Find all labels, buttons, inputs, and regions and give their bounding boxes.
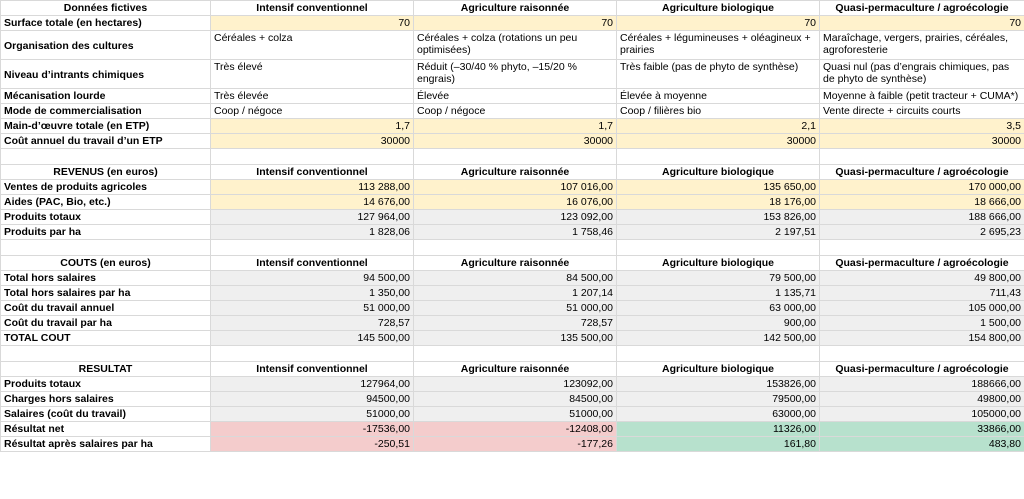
value-cell[interactable]: 11326,00	[617, 422, 820, 437]
value-cell[interactable]: -17536,00	[211, 422, 414, 437]
value-cell[interactable]: Réduit (–30/40 % phyto, –15/20 % engrais)	[414, 60, 617, 89]
table-row	[1, 407, 1024, 422]
value-cell[interactable]: 30000	[617, 134, 820, 149]
section-title-cell[interactable]: COUTS (en euros)	[1, 256, 211, 271]
value-cell[interactable]: 161,80	[617, 437, 820, 452]
value-cell[interactable]: 145 500,00	[211, 331, 414, 346]
table-row	[1, 316, 1024, 331]
value-cell[interactable]: Coop / négoce	[211, 104, 414, 119]
value-cell[interactable]: 70	[820, 16, 1024, 31]
row-label-cell[interactable]: Produits par ha	[1, 225, 211, 240]
value-cell[interactable]: 154 800,00	[820, 331, 1024, 346]
value-cell[interactable]: 51 000,00	[211, 301, 414, 316]
value-cell[interactable]: 84 500,00	[414, 271, 617, 286]
value-cell[interactable]: Coop / filières bio	[617, 104, 820, 119]
column-header-cell[interactable]: Agriculture raisonnée	[414, 165, 617, 180]
empty-cell[interactable]	[211, 346, 414, 362]
value-cell[interactable]: Céréales + légumineuses + oléagineux + prairies	[617, 31, 820, 60]
value-cell[interactable]: 188 666,00	[820, 210, 1024, 225]
value-cell[interactable]: Très élevée	[211, 89, 414, 104]
table-row	[1, 180, 1024, 195]
value-cell[interactable]: 33866,00	[820, 422, 1024, 437]
row-label-cell[interactable]: Ventes de produits agricoles	[1, 180, 211, 195]
value-cell[interactable]: 123 092,00	[414, 210, 617, 225]
value-cell[interactable]: Maraîchage, vergers, prairies, céréales, agroforesterie	[820, 31, 1024, 60]
value-cell[interactable]: 70	[211, 16, 414, 31]
section-title-cell[interactable]: Données fictives	[1, 1, 211, 16]
value-cell[interactable]: 170 000,00	[820, 180, 1024, 195]
value-cell[interactable]: 1 207,14	[414, 286, 617, 301]
section-header-row	[1, 165, 1024, 180]
value-cell[interactable]: 135 500,00	[414, 331, 617, 346]
section-title-cell[interactable]: RESULTAT	[1, 362, 211, 377]
value-cell[interactable]: 63 000,00	[617, 301, 820, 316]
empty-cell[interactable]	[617, 346, 820, 362]
value-cell[interactable]: Vente directe + circuits courts	[820, 104, 1024, 119]
table-row	[1, 331, 1024, 346]
row-label-cell[interactable]: Surface totale (en hectares)	[1, 16, 211, 31]
row-label-cell[interactable]: Produits totaux	[1, 377, 211, 392]
value-cell[interactable]: 79 500,00	[617, 271, 820, 286]
table-row	[1, 210, 1024, 225]
value-cell[interactable]: 18 176,00	[617, 195, 820, 210]
value-cell[interactable]: 1 758,46	[414, 225, 617, 240]
value-cell[interactable]: 49 800,00	[820, 271, 1024, 286]
value-cell[interactable]: 728,57	[414, 316, 617, 331]
empty-cell[interactable]	[1, 149, 211, 165]
value-cell[interactable]: Élevée	[414, 89, 617, 104]
value-cell[interactable]: 94500,00	[211, 392, 414, 407]
value-cell[interactable]: 1 135,71	[617, 286, 820, 301]
section-header-row	[1, 1, 1024, 16]
value-cell[interactable]: Céréales + colza (rotations un peu optimisées)	[414, 31, 617, 60]
table-row	[1, 60, 1024, 89]
table-row	[1, 225, 1024, 240]
empty-cell[interactable]	[414, 240, 617, 256]
value-cell[interactable]: 113 288,00	[211, 180, 414, 195]
column-header-cell[interactable]: Agriculture raisonnée	[414, 362, 617, 377]
value-cell[interactable]: -177,26	[414, 437, 617, 452]
row-label-cell[interactable]: Résultat net	[1, 422, 211, 437]
value-cell[interactable]: 2 197,51	[617, 225, 820, 240]
empty-cell[interactable]	[820, 149, 1024, 165]
row-label-cell[interactable]: Produits totaux	[1, 210, 211, 225]
value-cell[interactable]: 16 076,00	[414, 195, 617, 210]
value-cell[interactable]: 84500,00	[414, 392, 617, 407]
value-cell[interactable]: 14 676,00	[211, 195, 414, 210]
value-cell[interactable]: 30000	[211, 134, 414, 149]
section-title-cell[interactable]: REVENUS (en euros)	[1, 165, 211, 180]
column-header-cell[interactable]: Quasi-permaculture / agroécologie	[820, 256, 1024, 271]
value-cell[interactable]: 123092,00	[414, 377, 617, 392]
row-label-cell[interactable]: Total hors salaires par ha	[1, 286, 211, 301]
value-cell[interactable]: 105 000,00	[820, 301, 1024, 316]
value-cell[interactable]: 188666,00	[820, 377, 1024, 392]
value-cell[interactable]: 51000,00	[211, 407, 414, 422]
value-cell[interactable]: 94 500,00	[211, 271, 414, 286]
column-header-cell[interactable]: Intensif conventionnel	[211, 165, 414, 180]
spacer-row	[1, 346, 1024, 362]
table-row	[1, 104, 1024, 119]
value-cell[interactable]: 79500,00	[617, 392, 820, 407]
table-row	[1, 16, 1024, 31]
empty-cell[interactable]	[1, 346, 211, 362]
value-cell[interactable]: 1,7	[414, 119, 617, 134]
empty-cell[interactable]	[211, 149, 414, 165]
value-cell[interactable]: Quasi nul (pas d’engrais chimiques, pas de phyto de synthèse)	[820, 60, 1024, 89]
row-label-cell[interactable]: Coût du travail annuel	[1, 301, 211, 316]
spacer-row	[1, 149, 1024, 165]
value-cell[interactable]: 483,80	[820, 437, 1024, 452]
value-cell[interactable]: 900,00	[617, 316, 820, 331]
column-header-cell[interactable]: Agriculture raisonnée	[414, 256, 617, 271]
value-cell[interactable]: 51 000,00	[414, 301, 617, 316]
value-cell[interactable]: 1,7	[211, 119, 414, 134]
table-row	[1, 392, 1024, 407]
spacer-row	[1, 240, 1024, 256]
value-cell[interactable]: 105000,00	[820, 407, 1024, 422]
value-cell[interactable]: 30000	[820, 134, 1024, 149]
column-header-cell[interactable]: Agriculture raisonnée	[414, 1, 617, 16]
value-cell[interactable]: 2,1	[617, 119, 820, 134]
value-cell[interactable]: 135 650,00	[617, 180, 820, 195]
row-label-cell[interactable]: Mode de commercialisation	[1, 104, 211, 119]
row-label-cell[interactable]: Salaires (coût du travail)	[1, 407, 211, 422]
section-header-row	[1, 256, 1024, 271]
empty-cell[interactable]	[617, 240, 820, 256]
value-cell[interactable]: 70	[414, 16, 617, 31]
value-cell[interactable]: 30000	[414, 134, 617, 149]
value-cell[interactable]: 1 500,00	[820, 316, 1024, 331]
value-cell[interactable]: 142 500,00	[617, 331, 820, 346]
table-row	[1, 31, 1024, 60]
row-label-cell[interactable]: Coût annuel du travail d’un ETP	[1, 134, 211, 149]
column-header-cell[interactable]: Intensif conventionnel	[211, 256, 414, 271]
row-label-cell[interactable]: Total hors salaires	[1, 271, 211, 286]
value-cell[interactable]: Très faible (pas de phyto de synthèse)	[617, 60, 820, 89]
value-cell[interactable]: 1 828,06	[211, 225, 414, 240]
column-header-cell[interactable]: Quasi-permaculture / agroécologie	[820, 362, 1024, 377]
table-row	[1, 301, 1024, 316]
value-cell[interactable]: 49800,00	[820, 392, 1024, 407]
row-label-cell[interactable]: Niveau d’intrants chimiques	[1, 60, 211, 89]
empty-cell[interactable]	[414, 346, 617, 362]
row-label-cell[interactable]: Charges hors salaires	[1, 392, 211, 407]
value-cell[interactable]: 3,5	[820, 119, 1024, 134]
row-label-cell[interactable]: Main-d’œuvre totale (en ETP)	[1, 119, 211, 134]
column-header-cell[interactable]: Agriculture biologique	[617, 165, 820, 180]
value-cell[interactable]: -12408,00	[414, 422, 617, 437]
value-cell[interactable]: 18 666,00	[820, 195, 1024, 210]
value-cell[interactable]: Céréales + colza	[211, 31, 414, 60]
table-row	[1, 119, 1024, 134]
row-label-cell[interactable]: Mécanisation lourde	[1, 89, 211, 104]
value-cell[interactable]: 2 695,23	[820, 225, 1024, 240]
section-header-row	[1, 362, 1024, 377]
value-cell[interactable]: Élevée à moyenne	[617, 89, 820, 104]
value-cell[interactable]: 153 826,00	[617, 210, 820, 225]
empty-cell[interactable]	[820, 346, 1024, 362]
table-row	[1, 422, 1024, 437]
column-header-cell[interactable]: Intensif conventionnel	[211, 362, 414, 377]
column-header-cell[interactable]: Quasi-permaculture / agroécologie	[820, 1, 1024, 16]
value-cell[interactable]: -250,51	[211, 437, 414, 452]
column-header-cell[interactable]: Intensif conventionnel	[211, 1, 414, 16]
value-cell[interactable]: 127 964,00	[211, 210, 414, 225]
empty-cell[interactable]	[414, 149, 617, 165]
table-row	[1, 437, 1024, 452]
empty-cell[interactable]	[820, 240, 1024, 256]
column-header-cell[interactable]: Agriculture biologique	[617, 362, 820, 377]
value-cell[interactable]: 1 350,00	[211, 286, 414, 301]
row-label-cell[interactable]: Coût du travail par ha	[1, 316, 211, 331]
value-cell[interactable]: 711,43	[820, 286, 1024, 301]
column-header-cell[interactable]: Agriculture biologique	[617, 1, 820, 16]
value-cell[interactable]: 107 016,00	[414, 180, 617, 195]
row-label-cell[interactable]: Résultat après salaires par ha	[1, 437, 211, 452]
sheet-body	[1, 1, 1024, 452]
column-header-cell[interactable]: Agriculture biologique	[617, 256, 820, 271]
value-cell[interactable]: 153826,00	[617, 377, 820, 392]
value-cell[interactable]: 728,57	[211, 316, 414, 331]
table-row	[1, 134, 1024, 149]
value-cell[interactable]: Très élevé	[211, 60, 414, 89]
row-label-cell[interactable]: Organisation des cultures	[1, 31, 211, 60]
empty-cell[interactable]	[211, 240, 414, 256]
value-cell[interactable]: 127964,00	[211, 377, 414, 392]
value-cell[interactable]: 63000,00	[617, 407, 820, 422]
empty-cell[interactable]	[1, 240, 211, 256]
table-row	[1, 286, 1024, 301]
table-row	[1, 377, 1024, 392]
table-row	[1, 89, 1024, 104]
value-cell[interactable]: 70	[617, 16, 820, 31]
value-cell[interactable]: Moyenne à faible (petit tracteur + CUMA*)	[820, 89, 1024, 104]
table-row	[1, 271, 1024, 286]
value-cell[interactable]: 51000,00	[414, 407, 617, 422]
row-label-cell[interactable]: TOTAL COUT	[1, 331, 211, 346]
value-cell[interactable]: Coop / négoce	[414, 104, 617, 119]
empty-cell[interactable]	[617, 149, 820, 165]
row-label-cell[interactable]: Aides (PAC, Bio, etc.)	[1, 195, 211, 210]
table-row	[1, 195, 1024, 210]
column-header-cell[interactable]: Quasi-permaculture / agroécologie	[820, 165, 1024, 180]
